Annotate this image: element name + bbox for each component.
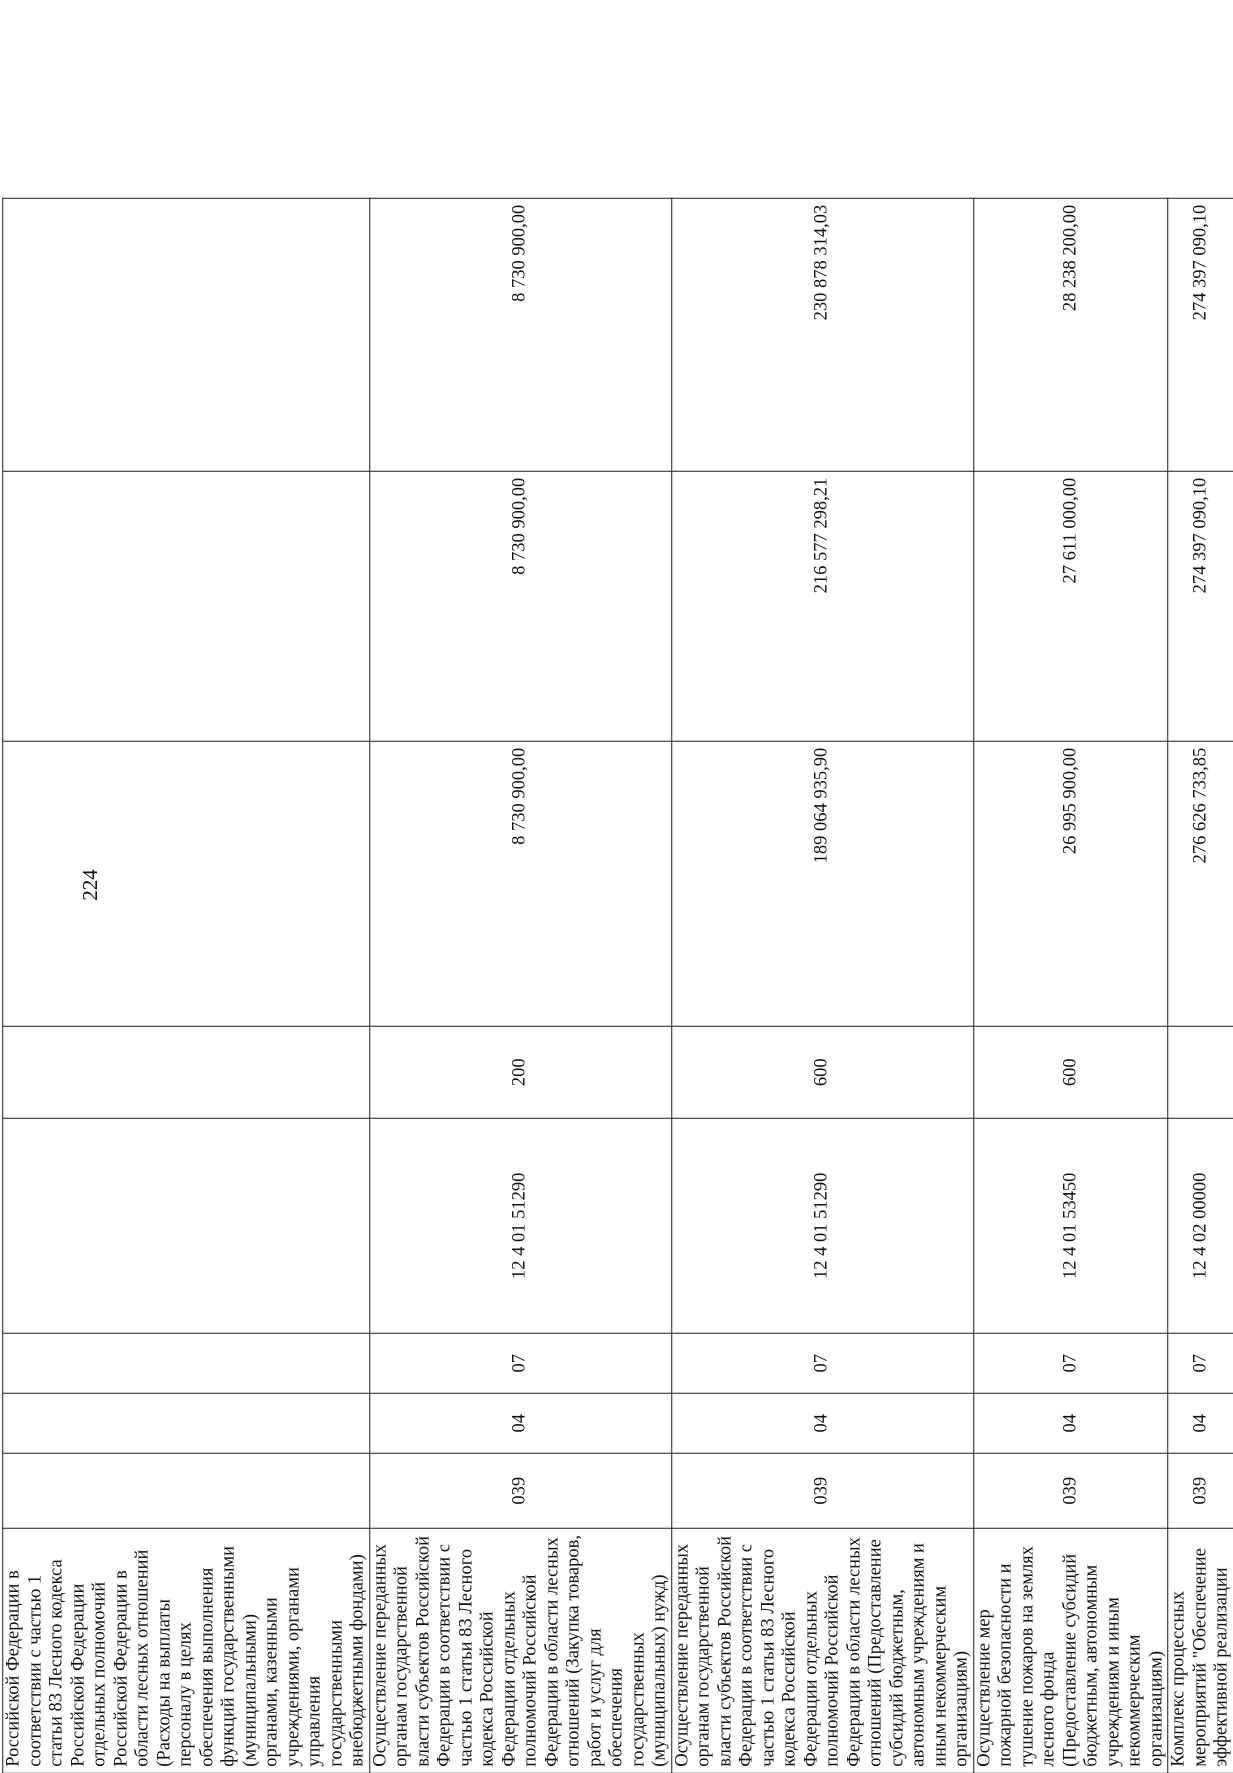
section-code: 04 — [671, 1393, 973, 1453]
table-row — [973, 198, 1168, 1773]
subsection-code — [2, 1333, 369, 1393]
subsection-code: 07 — [973, 1333, 1168, 1393]
section-code: 04 — [1167, 1393, 1233, 1453]
sum-year-3: 230 878 314,03 — [671, 198, 973, 471]
expense-type-code — [1167, 1026, 1233, 1118]
subsection-code: 07 — [369, 1333, 671, 1393]
target-article-code: 12 4 02 00000 — [1167, 1118, 1233, 1333]
target-article-code — [2, 1118, 369, 1333]
row-description: Осуществление переданных органам государственной власти субъектов Российской Федерации в соответствии с частью 1 статьи 83 Лесного кодекса Российской Федерации отдельных полномочий Российской Федерации в области лесных отношений (Закупка товаров, работ и услуг для обеспечения государственных (муниципальных) нужд) — [369, 1528, 671, 1773]
sum-year-2: 274 397 090,10 — [1167, 471, 1233, 741]
section-code: 04 — [369, 1393, 671, 1453]
table-row — [2, 198, 369, 1773]
target-article-code: 12 4 01 51290 — [369, 1118, 671, 1333]
ministry-code: 039 — [671, 1453, 973, 1528]
ministry-code: 039 — [1167, 1453, 1233, 1528]
ministry-code: 039 — [369, 1453, 671, 1528]
sum-year-1 — [2, 741, 369, 1026]
expense-type-code: 600 — [973, 1026, 1168, 1118]
sum-year-3: 274 397 090,10 — [1167, 198, 1233, 471]
ministry-code: 039 — [973, 1453, 1168, 1528]
sum-year-1: 8 730 900,00 — [369, 741, 671, 1026]
target-article-code: 12 4 01 51290 — [671, 1118, 973, 1333]
row-description: Российской Федерации в соответствии с частью 1 статьи 83 Лесного кодекса Российской Федерации отдельных полномочий Российской Федерации в области лесных отношений (Расходы на выплаты персоналу в целях обеспечения выполнения функций государственными (муниципальными) органами, казенными учреждениями, органами управления государственными внебюджетными фондами) — [2, 1528, 369, 1773]
row-description: Осуществление мер пожарной безопасности и тушение пожаров на землях лесного фонда (Предоставление субсидий бюджетным, автономным учреждениям и иным некоммерческим организациям) — [973, 1528, 1168, 1773]
sum-year-2: 8 730 900,00 — [369, 471, 671, 741]
sum-year-3: 8 730 900,00 — [369, 198, 671, 471]
sum-year-2: 27 611 000,00 — [973, 471, 1168, 741]
table-row — [671, 198, 973, 1773]
sum-year-2: 216 577 298,21 — [671, 471, 973, 741]
expense-type-code: 200 — [369, 1026, 671, 1118]
row-description: Осуществление переданных органам государственной власти субъектов Российской Федерации в соответствии с частью 1 статьи 83 Лесного кодекса Российской Федерации отдельных полномочий Российской Федерации в области лесных отношений (Предоставление субсидий бюджетным, автономным учреждениям и иным некоммерческим организациям) — [671, 1528, 973, 1773]
page-number: 224 — [78, 869, 102, 901]
section-code: 04 — [973, 1393, 1168, 1453]
subsection-code: 07 — [671, 1333, 973, 1393]
target-article-code: 12 4 01 53450 — [973, 1118, 1168, 1333]
sum-year-3: 28 238 200,00 — [973, 198, 1168, 471]
table-row — [369, 198, 671, 1773]
budget-table — [2, 197, 1233, 1773]
table-row — [1167, 198, 1233, 1773]
sum-year-3 — [2, 198, 369, 471]
sum-year-1: 26 995 900,00 — [973, 741, 1168, 1026]
section-code — [2, 1393, 369, 1453]
sum-year-1: 276 626 733,85 — [1167, 741, 1233, 1026]
sum-year-2 — [2, 471, 369, 741]
subsection-code: 07 — [1167, 1333, 1233, 1393]
sum-year-1: 189 064 935,90 — [671, 741, 973, 1026]
expense-type-code: 600 — [671, 1026, 973, 1118]
row-description: Комплекс процессных мероприятий "Обеспечение эффективной реализации — [1167, 1528, 1233, 1773]
expense-type-code — [2, 1026, 369, 1118]
ministry-code — [2, 1453, 369, 1528]
